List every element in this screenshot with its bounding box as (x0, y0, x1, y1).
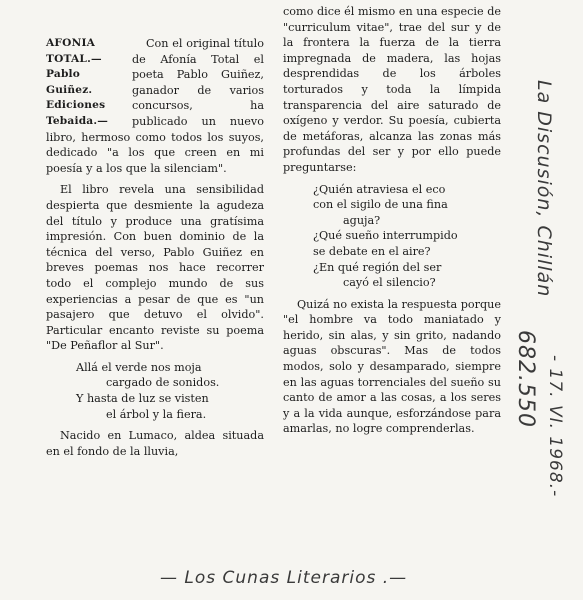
verse-quote (283, 182, 501, 291)
heading-line: AFONIA (46, 37, 96, 49)
heading-line: Ediciones (46, 99, 106, 112)
heading-line: Pablo (46, 68, 81, 81)
paragraph: El libro revela una sensibilidad despierta que desmiente la agudeza del título y produce una gratísima impresión. Con buen dominio de la técnica del verso, Pablo Guiñez en breves poemas nos hace recorrer todo el complejo mundo de sus experiencias a pesar de que es "un pasajero que detuvo el olvido". Particular encanto reviste su poema "De Peñaflor al Sur". (46, 183, 264, 353)
verse-line: cayó el silencio? (343, 276, 436, 290)
heading-line: Tebaida.— (46, 114, 109, 127)
handwritten-date: - 17. VI. 1968.- (545, 355, 565, 498)
verse-line: ¿Qué sueño interrumpido (313, 229, 458, 243)
verse-quote (46, 360, 264, 422)
column-right (283, 4, 501, 437)
verse-line: el árbol y la fiera. (106, 407, 207, 421)
heading-line: Guiñez. (46, 83, 93, 96)
verse-line: ¿Quién atraviesa el eco (313, 182, 446, 196)
handwritten-number: 682.550 (513, 330, 538, 428)
verse-line: Y hasta de luz se visten (76, 392, 209, 406)
verse-line: ¿En qué región del ser (313, 260, 442, 274)
handwritten-source: La Discusión, Chillán (533, 80, 555, 298)
paragraph: como dice él mismo en una especie de "curriculum vitae", trae del sur y de la frontera la fuerza de la tierra impregnada de madera, las hojas desprendidas de los árboles torturados y toda la límpida transparencia del aire saturado de oxígeno y verdor. Su poesía, cubierta de metáforas, alcanza las zonas más profundas del ser y por ello puede preguntarse: (283, 5, 501, 174)
verse-line: Allá el verde nos moja (76, 360, 202, 374)
verse-line: se debate en el aire? (313, 244, 431, 258)
paragraph: Quizá no exista la respuesta porque "el hombre va todo maniatado y herido, sin alas, y sin grito, nadando aguas obscuras". Mas de todos modos, solo y desamparado, siempre en las aguas torrenciales del sueño su canto de amor a las cosas, a los seres y a la vida aunque, esforzándose para amarlas, no logre comprenderlas. (283, 297, 501, 436)
heading-line: TOTAL.— (46, 52, 102, 65)
verse-line: aguja? (343, 213, 381, 227)
column-left (46, 36, 264, 459)
paragraph: Nacido en Lumaco, aldea situada en el fondo de la lluvia, (46, 429, 264, 458)
verse-line: cargado de sonidos. (106, 376, 220, 390)
review-heading (46, 36, 124, 130)
verse-line: con el sigilo de una fina (313, 198, 448, 212)
paragraph: Con el original título de Afonía Total el poeta Pablo Guiñez, ganador de varios concursos, ha publicado un nuevo libro, hermoso como todos los suyos, dedicado "a los que creen en mi poesía y a los que la silenciam". (46, 37, 264, 175)
handwritten-footer: — Los Cunas Literarios .— (160, 568, 408, 588)
